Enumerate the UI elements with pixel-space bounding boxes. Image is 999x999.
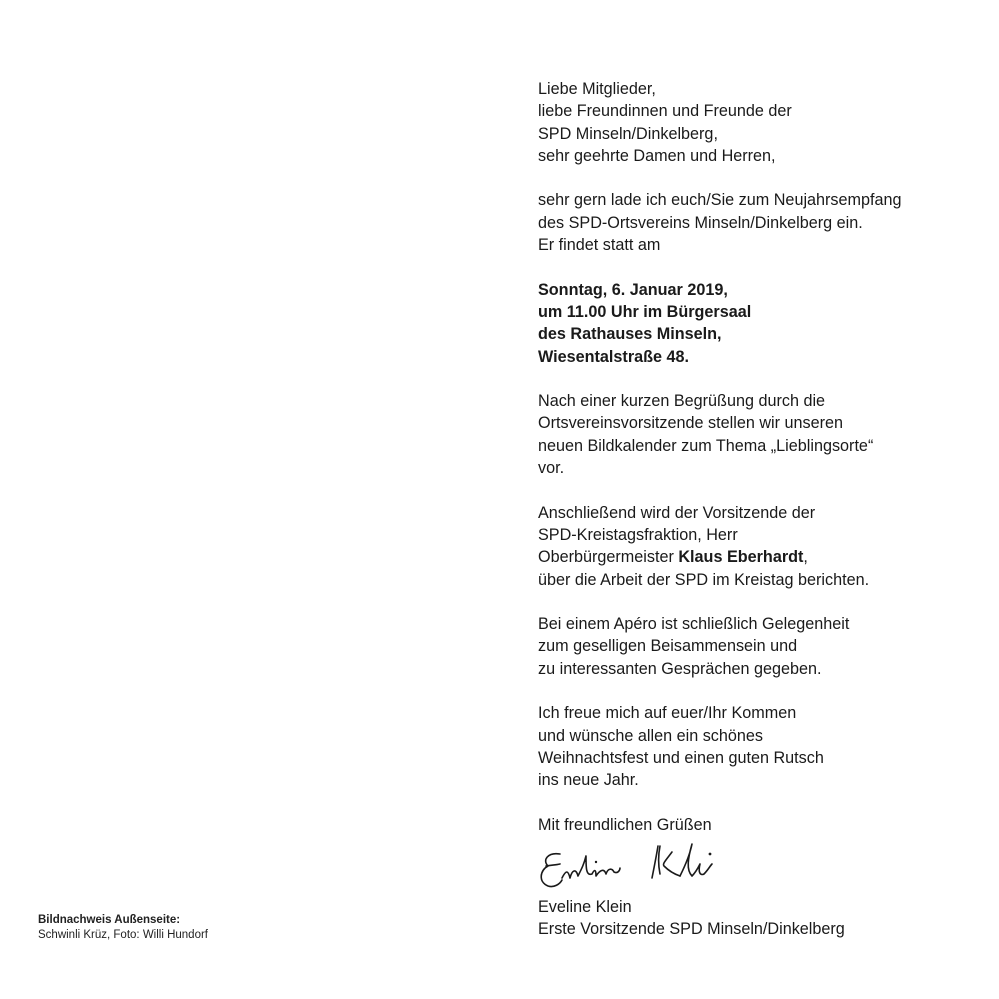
text-line: Nach einer kurzen Begrüßung durch die bbox=[538, 392, 826, 411]
text-line: des SPD-Ortsvereins Minseln/Dinkelberg ein. bbox=[538, 213, 863, 232]
speaker-name: Klaus Eberhardt bbox=[678, 548, 804, 567]
text-line: SPD Minseln/Dinkelberg, bbox=[538, 124, 718, 143]
speaker-title: Oberbürgermeister bbox=[538, 548, 679, 567]
event-address: Wiesentalstraße 48. bbox=[538, 347, 690, 366]
text-line: Weihnachtsfest und einen guten Rutsch bbox=[538, 748, 824, 767]
text-line: zu interessanten Gesprächen gegeben. bbox=[538, 659, 822, 678]
text-line: Er findet statt am bbox=[538, 236, 661, 255]
text-line: ins neue Jahr. bbox=[538, 771, 639, 790]
signature-block bbox=[538, 814, 978, 941]
event-time-venue: um 11.00 Uhr im Bürgersaal bbox=[538, 302, 752, 321]
greeting: Mit freundlichen Grüßen bbox=[538, 815, 712, 834]
text-line: sehr geehrte Damen und Herren, bbox=[538, 146, 776, 165]
speaker-comma: , bbox=[803, 548, 808, 567]
event-date: Sonntag, 6. Januar 2019, bbox=[538, 280, 728, 299]
credit-text: Schwinli Krüz, Foto: Willi Hundorf bbox=[38, 929, 208, 941]
event-details bbox=[538, 279, 978, 368]
invitation-paragraph bbox=[538, 189, 978, 256]
text-line bbox=[538, 546, 978, 568]
apero-paragraph bbox=[538, 613, 978, 680]
signer-name: Eveline Klein bbox=[538, 898, 632, 917]
invitation-letter bbox=[538, 78, 978, 941]
text-line: Anschließend wird der Vorsitzende der bbox=[538, 503, 816, 522]
closing-wishes-paragraph bbox=[538, 702, 978, 791]
text-line: über die Arbeit der SPD im Kreistag berichten. bbox=[538, 570, 870, 589]
salutation-paragraph bbox=[538, 78, 978, 167]
speaker-paragraph bbox=[538, 502, 978, 591]
text-line: und wünsche allen ein schönes bbox=[538, 726, 763, 745]
text-line: sehr gern lade ich euch/Sie zum Neujahrsempfang bbox=[538, 191, 902, 210]
text-line: Bei einem Apéro ist schließlich Gelegenheit bbox=[538, 615, 850, 634]
text-line: Ich freue mich auf euer/Ihr Kommen bbox=[538, 704, 797, 723]
event-building: des Rathauses Minseln, bbox=[538, 325, 722, 344]
photo-credit bbox=[38, 913, 208, 943]
text-line: SPD-Kreistagsfraktion, Herr bbox=[538, 525, 738, 544]
text-line: Ortsvereinsvorsitzende stellen wir unseren bbox=[538, 414, 843, 433]
text-line: Liebe Mitglieder, bbox=[538, 80, 656, 98]
handwritten-signature bbox=[534, 834, 764, 896]
program-paragraph bbox=[538, 390, 978, 479]
text-line: zum geselligen Beisammensein und bbox=[538, 637, 798, 656]
text-line: neuen Bildkalender zum Thema „Lieblingsorte“ bbox=[538, 436, 874, 455]
credit-title: Bildnachweis Außenseite: bbox=[38, 914, 181, 926]
text-line: vor. bbox=[538, 459, 565, 478]
text-line: liebe Freundinnen und Freunde der bbox=[538, 102, 792, 121]
signer-title: Erste Vorsitzende SPD Minseln/Dinkelberg bbox=[538, 920, 845, 939]
